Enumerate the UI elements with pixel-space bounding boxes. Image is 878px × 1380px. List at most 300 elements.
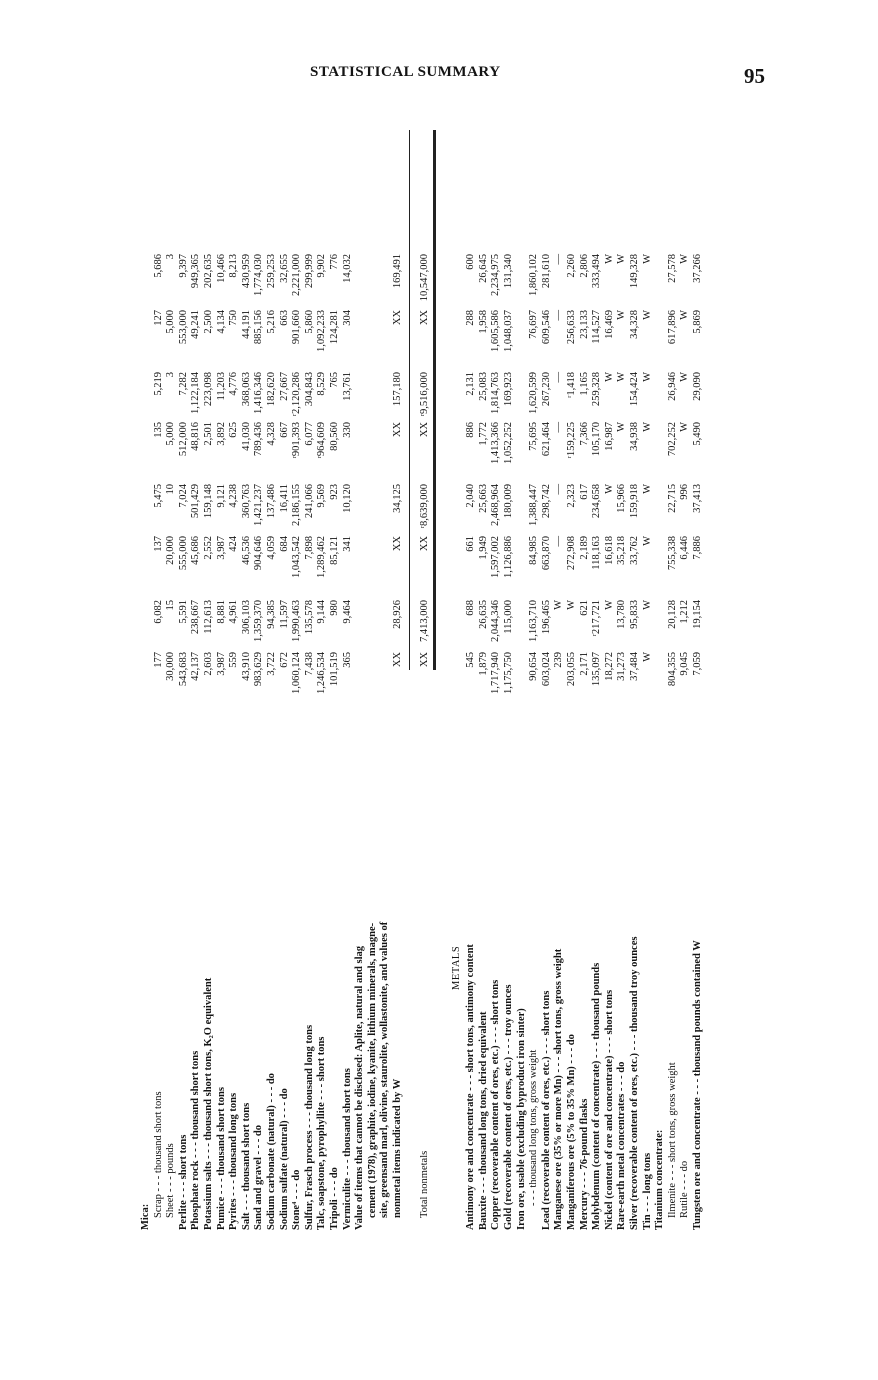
table-row (392, 110, 404, 1230)
cell-value: W (679, 310, 691, 320)
table-row (228, 110, 240, 1230)
cell-value: 3,987 (215, 652, 227, 676)
row-label: Titanium concentrate: (654, 1129, 666, 1230)
table-row (465, 110, 477, 1230)
running-head: STATISTICAL SUMMARY (310, 64, 501, 80)
row-label: Tin - - - long tons (641, 1152, 653, 1230)
cell-value: W (603, 484, 615, 494)
cell-value: 621,464 (540, 422, 552, 457)
cell-value: W (679, 254, 691, 264)
row-label: Manganese ore (35% or more Mn) - - - short tons, gross weight (553, 948, 565, 1230)
cell-value: XX (392, 310, 403, 326)
cell-value: 43,910 (240, 652, 252, 681)
cell-value: 1,092,233 (316, 310, 328, 352)
cell-value: 1,246,534 (316, 652, 328, 694)
cell-value: 154,424 (629, 372, 640, 407)
cell-value: 11,597 (278, 600, 290, 629)
cell-value: 1,597,002 (490, 536, 502, 578)
cell-value: XX (418, 422, 430, 438)
cell-value: 4,961 (228, 600, 240, 624)
cell-value: 80,560 (329, 422, 340, 451)
cell-value: 1,605,586 (490, 310, 502, 352)
cell-value: 5,000 (165, 310, 177, 334)
table-row (379, 110, 391, 1230)
row-label: Talc, soapstone, pyrophyllite - - - short tons (316, 1036, 328, 1230)
cell-value: W (679, 372, 691, 382)
row-label: Phosphate rock - - - thousand short tons (190, 1050, 202, 1230)
cell-value: 101,519 (329, 652, 340, 687)
cell-value: 5,869 (692, 310, 703, 334)
cell-value: 182,620 (266, 372, 277, 407)
cell-value: 90,654 (528, 652, 540, 681)
cell-value: 2,468,964 (490, 484, 502, 526)
cell-value: ʳ901,393 (291, 422, 303, 459)
cell-value: 95,833 (629, 600, 640, 629)
cell-value: 304,843 (303, 372, 315, 407)
cell-value: 750 (228, 310, 240, 326)
cell-value: 3 (165, 372, 177, 378)
table-row (692, 110, 704, 1230)
cell-value: 1,717,940 (490, 652, 502, 694)
cell-value: 135,097 (591, 652, 603, 687)
cell-value: 20,000 (165, 536, 177, 565)
cell-value: 424 (228, 536, 240, 552)
cell-value: 885,156 (253, 310, 265, 345)
row-label: Antimony ore and concentrate - - - short tons, antimony content (465, 944, 477, 1230)
cell-value: ʳ159,225 (566, 422, 577, 459)
cell-value: 1,175,750 (503, 652, 514, 694)
cell-value: 1,416,346 (253, 372, 265, 414)
cell-value: ʳ8,639,000 (418, 484, 430, 529)
table-row (566, 110, 578, 1230)
cell-value: 14,032 (341, 254, 353, 283)
cell-value: 904,646 (253, 536, 265, 571)
cell-value: W (679, 422, 691, 432)
cell-value: W (641, 310, 653, 320)
cell-value: 3,722 (266, 652, 277, 676)
cell-value: 159,918 (629, 484, 640, 519)
row-label: Molybdenum (content of concentrate) - - - thousand pounds (591, 962, 603, 1230)
table-row (528, 110, 540, 1230)
cell-value: 13,761 (341, 372, 353, 401)
cell-value: 1,060,124 (291, 652, 303, 694)
cell-value: 177 (152, 652, 164, 668)
cell-value: 6,077 (303, 422, 315, 446)
cell-value: 330 (341, 422, 353, 438)
cell-value: W (641, 536, 653, 546)
cell-value: 1,620,599 (528, 372, 540, 414)
cell-value: 256,633 (566, 310, 577, 345)
table-row (679, 110, 691, 1230)
cell-value: 663,870 (540, 536, 552, 571)
cell-value: 1,421,237 (253, 484, 265, 526)
cell-value: 553,000 (177, 310, 189, 345)
cell-value: 16,469 (603, 310, 615, 339)
cell-value: 360,763 (240, 484, 252, 519)
cell-value: 9,397 (177, 254, 189, 278)
cell-value: 2,806 (578, 254, 590, 278)
cell-value: 203,055 (566, 652, 577, 687)
cell-value: 29,090 (692, 372, 703, 401)
cell-value: 288 (465, 310, 477, 326)
cell-value: 603,024 (540, 652, 552, 687)
cell-value: W (641, 422, 653, 432)
cell-value: 667 (278, 422, 290, 438)
table-row (140, 110, 152, 1230)
cell-value: 2,323 (566, 484, 577, 508)
cell-value: 5,219 (152, 372, 164, 396)
cell-value: 684 (278, 536, 290, 552)
cell-value: W (616, 422, 628, 432)
cell-value: 10 (165, 484, 177, 495)
cell-value: 5,860 (303, 310, 315, 334)
cell-value: 7,366 (578, 422, 590, 446)
row-label: - - - thousand long tons, gross weight (528, 1049, 540, 1206)
table-row (316, 110, 328, 1230)
cell-value: W (603, 254, 615, 264)
cell-value: 1,359,370 (253, 600, 265, 642)
cell-value: 4,059 (266, 536, 277, 560)
cell-value: 159,148 (203, 484, 214, 519)
cell-value: 238,667 (190, 600, 202, 635)
row-label: Tripoli - - - do (329, 1167, 340, 1230)
cell-value: 2,603 (203, 652, 214, 676)
cell-value: 5,475 (152, 484, 164, 508)
cell-value: 16,618 (603, 536, 615, 565)
cell-value: 94,385 (266, 600, 277, 629)
cell-value: 1,774,030 (253, 254, 265, 296)
cell-value: 26,635 (477, 600, 489, 629)
cell-value: 4,328 (266, 422, 277, 446)
page-number: 95 (744, 64, 765, 88)
cell-value: 25,663 (477, 484, 489, 513)
cell-value: 202,635 (203, 254, 214, 289)
cell-value: 37,266 (692, 254, 703, 283)
cell-value: 304 (341, 310, 353, 326)
cell-value: 35,218 (616, 536, 628, 565)
cell-value: 600 (465, 254, 477, 270)
cell-value: 663 (278, 310, 290, 326)
row-label: Copper (recoverable content of ores, etc.) - - - short tons (490, 979, 502, 1230)
cell-value: W (603, 372, 615, 382)
row-label: Salt - - - thousand short tons (240, 1102, 252, 1230)
cell-value: W (641, 484, 653, 494)
cell-value: 621 (578, 600, 590, 616)
cell-value: 765 (329, 372, 340, 388)
cell-value: — (553, 254, 565, 265)
cell-value: 127 (152, 310, 164, 326)
cell-value: 19,154 (692, 600, 703, 629)
cell-value: 2,171 (578, 652, 590, 676)
cell-value: 1,048,037 (503, 310, 514, 352)
cell-value: 5,216 (266, 310, 277, 334)
cell-value: 41,030 (240, 422, 252, 451)
table-row (266, 110, 278, 1230)
table-row (553, 110, 565, 1230)
row-label: Gold (recoverable content of ores, etc.) - - - troy ounces (503, 984, 514, 1230)
cell-value: 239 (553, 652, 565, 668)
row-label: Potassium salts - - - thousand short tons, K₂O equivalent (203, 977, 214, 1230)
cell-value: 169,923 (503, 372, 514, 407)
cell-value: 241,066 (303, 484, 315, 519)
row-label: Nickel (content of ore and concentrate) - - - short tons (603, 989, 615, 1230)
cell-value: 804,355 (666, 652, 678, 687)
row-label: Iron ore, usable (excluding byproduct iron sinter) (515, 1008, 527, 1230)
table-row (642, 110, 654, 1230)
table-row (478, 110, 490, 1230)
cell-value: 84,985 (528, 536, 540, 565)
cell-value: 1,163,710 (528, 600, 540, 642)
cell-value: 3 (165, 254, 177, 260)
cell-value: 7,282 (177, 372, 189, 396)
cell-value: 625 (228, 422, 240, 438)
cell-value: 44,191 (240, 310, 252, 339)
cell-value: 8,213 (228, 254, 240, 278)
cell-value: 48,816 (190, 422, 202, 451)
cell-value: 157,180 (392, 372, 403, 407)
cell-value: 37,484 (629, 652, 640, 681)
cell-value: 32,655 (278, 254, 290, 283)
row-label: Lead (recoverable content of ores, etc.) - - - short tons (540, 990, 552, 1230)
cell-value: 545 (465, 652, 477, 668)
cell-value: 27,578 (666, 254, 678, 283)
cell-value: 365 (341, 652, 353, 668)
cell-value: 1,165 (578, 372, 590, 396)
cell-value: 949,365 (190, 254, 202, 289)
cell-value: 272,908 (566, 536, 577, 571)
cell-value: 2,501 (203, 422, 214, 446)
cell-value: 7,059 (692, 652, 703, 676)
cell-value: 7,024 (177, 484, 189, 508)
cell-value: 901,660 (291, 310, 303, 345)
cell-value: 223,098 (203, 372, 214, 407)
cell-value: 45,686 (190, 536, 202, 565)
cell-value: 789,436 (253, 422, 265, 457)
cell-value: 4,238 (228, 484, 240, 508)
row-label: Manganiferous ore (5% to 35% Mn) - - - do (566, 1034, 577, 1230)
cell-value: 1,860,102 (528, 254, 540, 296)
cell-value: 4,776 (228, 372, 240, 396)
table-row (604, 110, 616, 1230)
cell-value: W (603, 600, 615, 610)
row-label: Mercury - - - 76-pound flasks (578, 1098, 590, 1230)
cell-value: W (641, 372, 653, 382)
cell-value: 149,328 (629, 254, 640, 289)
cell-value: XX (392, 422, 403, 438)
cell-value: 702,252 (666, 422, 678, 457)
cell-value: 1,388,447 (528, 484, 540, 526)
table-row (178, 110, 190, 1230)
table-row (490, 110, 502, 1230)
row-label: Rare-earth metal concentrates - - - do (616, 1061, 628, 1230)
cell-value: XX (418, 536, 430, 552)
cell-value: 512,000 (177, 422, 189, 457)
cell-value: — (553, 536, 565, 547)
cell-value: 7,898 (303, 536, 315, 560)
cell-value: 1,814,763 (490, 372, 502, 414)
cell-value: W (641, 254, 653, 264)
cell-value: 8,529 (316, 372, 328, 396)
cell-value: 555,000 (177, 536, 189, 571)
cell-value: 25,083 (477, 372, 489, 401)
cell-value: 1,126,886 (503, 536, 514, 578)
cell-value: 16,987 (603, 422, 615, 451)
table-row (291, 110, 303, 1230)
cell-value: 9,045 (679, 652, 691, 676)
row-label: Tungsten ore and concentrate - - - thousand pounds contained W (692, 940, 703, 1230)
cell-value: 9,569 (316, 484, 328, 508)
cell-value: 7,886 (692, 536, 703, 560)
cell-value: 609,546 (540, 310, 552, 345)
cell-value: ʳ1,418 (566, 372, 577, 398)
row-label: Pumice - - - thousand short tons (215, 1087, 227, 1230)
cell-value: 15,966 (616, 484, 628, 513)
cell-value: 688 (465, 600, 477, 616)
row-label: cement (1978), graphite, iodine, kyanite, lithium minerals, magne- (366, 922, 378, 1218)
table-row (616, 110, 628, 1230)
cell-value: 661 (465, 536, 477, 552)
table-row (367, 110, 379, 1230)
cell-value: 9,144 (316, 600, 328, 624)
row-label: Scrap - - - thousand short tons (152, 1091, 164, 1218)
row-label: site, greensand marl, olivine, staurolite, wollastonite, and values of (379, 921, 391, 1218)
table-row (253, 110, 265, 1230)
cell-value: 9,902 (316, 254, 328, 278)
cell-value: 281,610 (540, 254, 552, 289)
cell-value: 996 (679, 484, 691, 500)
cell-value: W (616, 372, 628, 382)
cell-value: 26,946 (666, 372, 678, 401)
cell-value: 2,131 (465, 372, 477, 396)
row-label: Sheet - - - pounds (165, 1143, 177, 1218)
cell-value: 34,938 (629, 422, 640, 451)
cell-value: 2,500 (203, 310, 214, 334)
cell-value: 23,133 (578, 310, 590, 339)
cell-value: 114,527 (591, 310, 603, 344)
cell-value: 341 (341, 536, 353, 552)
cell-value: 34,328 (629, 310, 640, 339)
cell-value: 13,780 (616, 600, 628, 629)
cell-value: W (616, 254, 628, 264)
cell-value: 3,892 (215, 422, 227, 446)
cell-value: 755,338 (666, 536, 678, 571)
cell-value: 10,466 (215, 254, 227, 283)
table-row (216, 110, 228, 1230)
cell-value: — (553, 372, 565, 383)
table-row (165, 110, 177, 1230)
cell-value: 6,082 (152, 600, 164, 624)
cell-value: 46,536 (240, 536, 252, 565)
row-label: Ilmenite - - - short tons, gross weight (666, 1062, 678, 1218)
cell-value: 2,260 (566, 254, 577, 278)
cell-value: 306,103 (240, 600, 252, 635)
cell-value: 1,879 (477, 652, 489, 676)
cell-value: 1,772 (477, 422, 489, 446)
cell-value: — (553, 484, 565, 495)
table-row (541, 110, 553, 1230)
cell-value: 501,429 (190, 484, 202, 519)
table-row (203, 110, 215, 1230)
table-row (667, 110, 679, 1230)
cell-value: 9,464 (341, 600, 353, 624)
cell-value: W (566, 600, 577, 610)
cell-value: 8,881 (215, 600, 227, 624)
cell-value: 923 (329, 484, 340, 500)
row-label: Sodium carbonate (natural) - - - do (266, 1073, 277, 1230)
cell-value: 259,253 (266, 254, 277, 289)
cell-value: 9,121 (215, 484, 227, 508)
cell-value: 2,552 (203, 536, 214, 560)
cell-value: 137,486 (266, 484, 277, 519)
cell-value: 1,122,184 (190, 372, 202, 414)
cell-value: 7,413,000 (418, 600, 430, 642)
table-row (354, 110, 366, 1230)
row-label: Value of items that cannot be disclosed: Aplite, natural and slag (354, 945, 366, 1230)
total-rule (409, 130, 410, 670)
cell-value: 22,715 (666, 484, 678, 513)
cell-value: W (641, 600, 653, 610)
table-row (329, 110, 341, 1230)
cell-value: 16,411 (278, 484, 290, 513)
cell-value: 11,203 (215, 372, 227, 401)
cell-value: 333,494 (591, 254, 603, 289)
cell-value: ʳ9,516,000 (418, 372, 430, 417)
cell-value: W (641, 652, 653, 662)
cell-value: — (553, 310, 565, 321)
table-row (342, 110, 354, 1230)
row-label: Rutile - - - do (679, 1160, 691, 1218)
cell-value: 15 (165, 600, 177, 611)
cell-value: 5,000 (165, 422, 177, 446)
cell-value: 299,999 (303, 254, 315, 289)
table-row (153, 110, 165, 1230)
double-rule (433, 130, 436, 670)
cell-value: 2,044,346 (490, 600, 502, 642)
cell-value: 42,137 (190, 652, 202, 681)
cell-value: 1,289,462 (316, 536, 328, 578)
cell-value: 30,000 (165, 652, 177, 681)
table-row (190, 110, 202, 1230)
cell-value: 112,613 (203, 600, 214, 634)
rotated-statistical-table (118, 110, 718, 1230)
cell-value: 31,273 (616, 652, 628, 681)
table-row (516, 110, 528, 1230)
cell-value: 85,121 (329, 536, 340, 565)
cell-value: — (553, 422, 565, 433)
cell-value: 34,125 (392, 484, 403, 513)
cell-value: XX (418, 652, 430, 668)
cell-value: 18,272 (603, 652, 615, 681)
cell-value: 180,009 (503, 484, 514, 519)
cell-value: 5,686 (152, 254, 164, 278)
cell-value: 430,959 (240, 254, 252, 289)
cell-value: 1,949 (477, 536, 489, 560)
cell-value: 135 (152, 422, 164, 438)
cell-value: 5,591 (177, 600, 189, 624)
cell-value: 617 (578, 484, 590, 500)
cell-value: ʳ217,721 (591, 600, 603, 637)
cell-value: 37,413 (692, 484, 703, 513)
cell-value: 543,683 (177, 652, 189, 687)
cell-value: 776 (329, 254, 340, 270)
table-row (419, 110, 431, 1230)
table-row (654, 110, 666, 1230)
cell-value: W (616, 310, 628, 320)
row-label: Vermiculite - - - thousand short tons (341, 1068, 353, 1230)
row-label: Bauxite - - - thousand long tons, dried equivalent (477, 1011, 489, 1230)
cell-value: 1,052,252 (503, 422, 514, 464)
cell-value: 196,465 (540, 600, 552, 635)
